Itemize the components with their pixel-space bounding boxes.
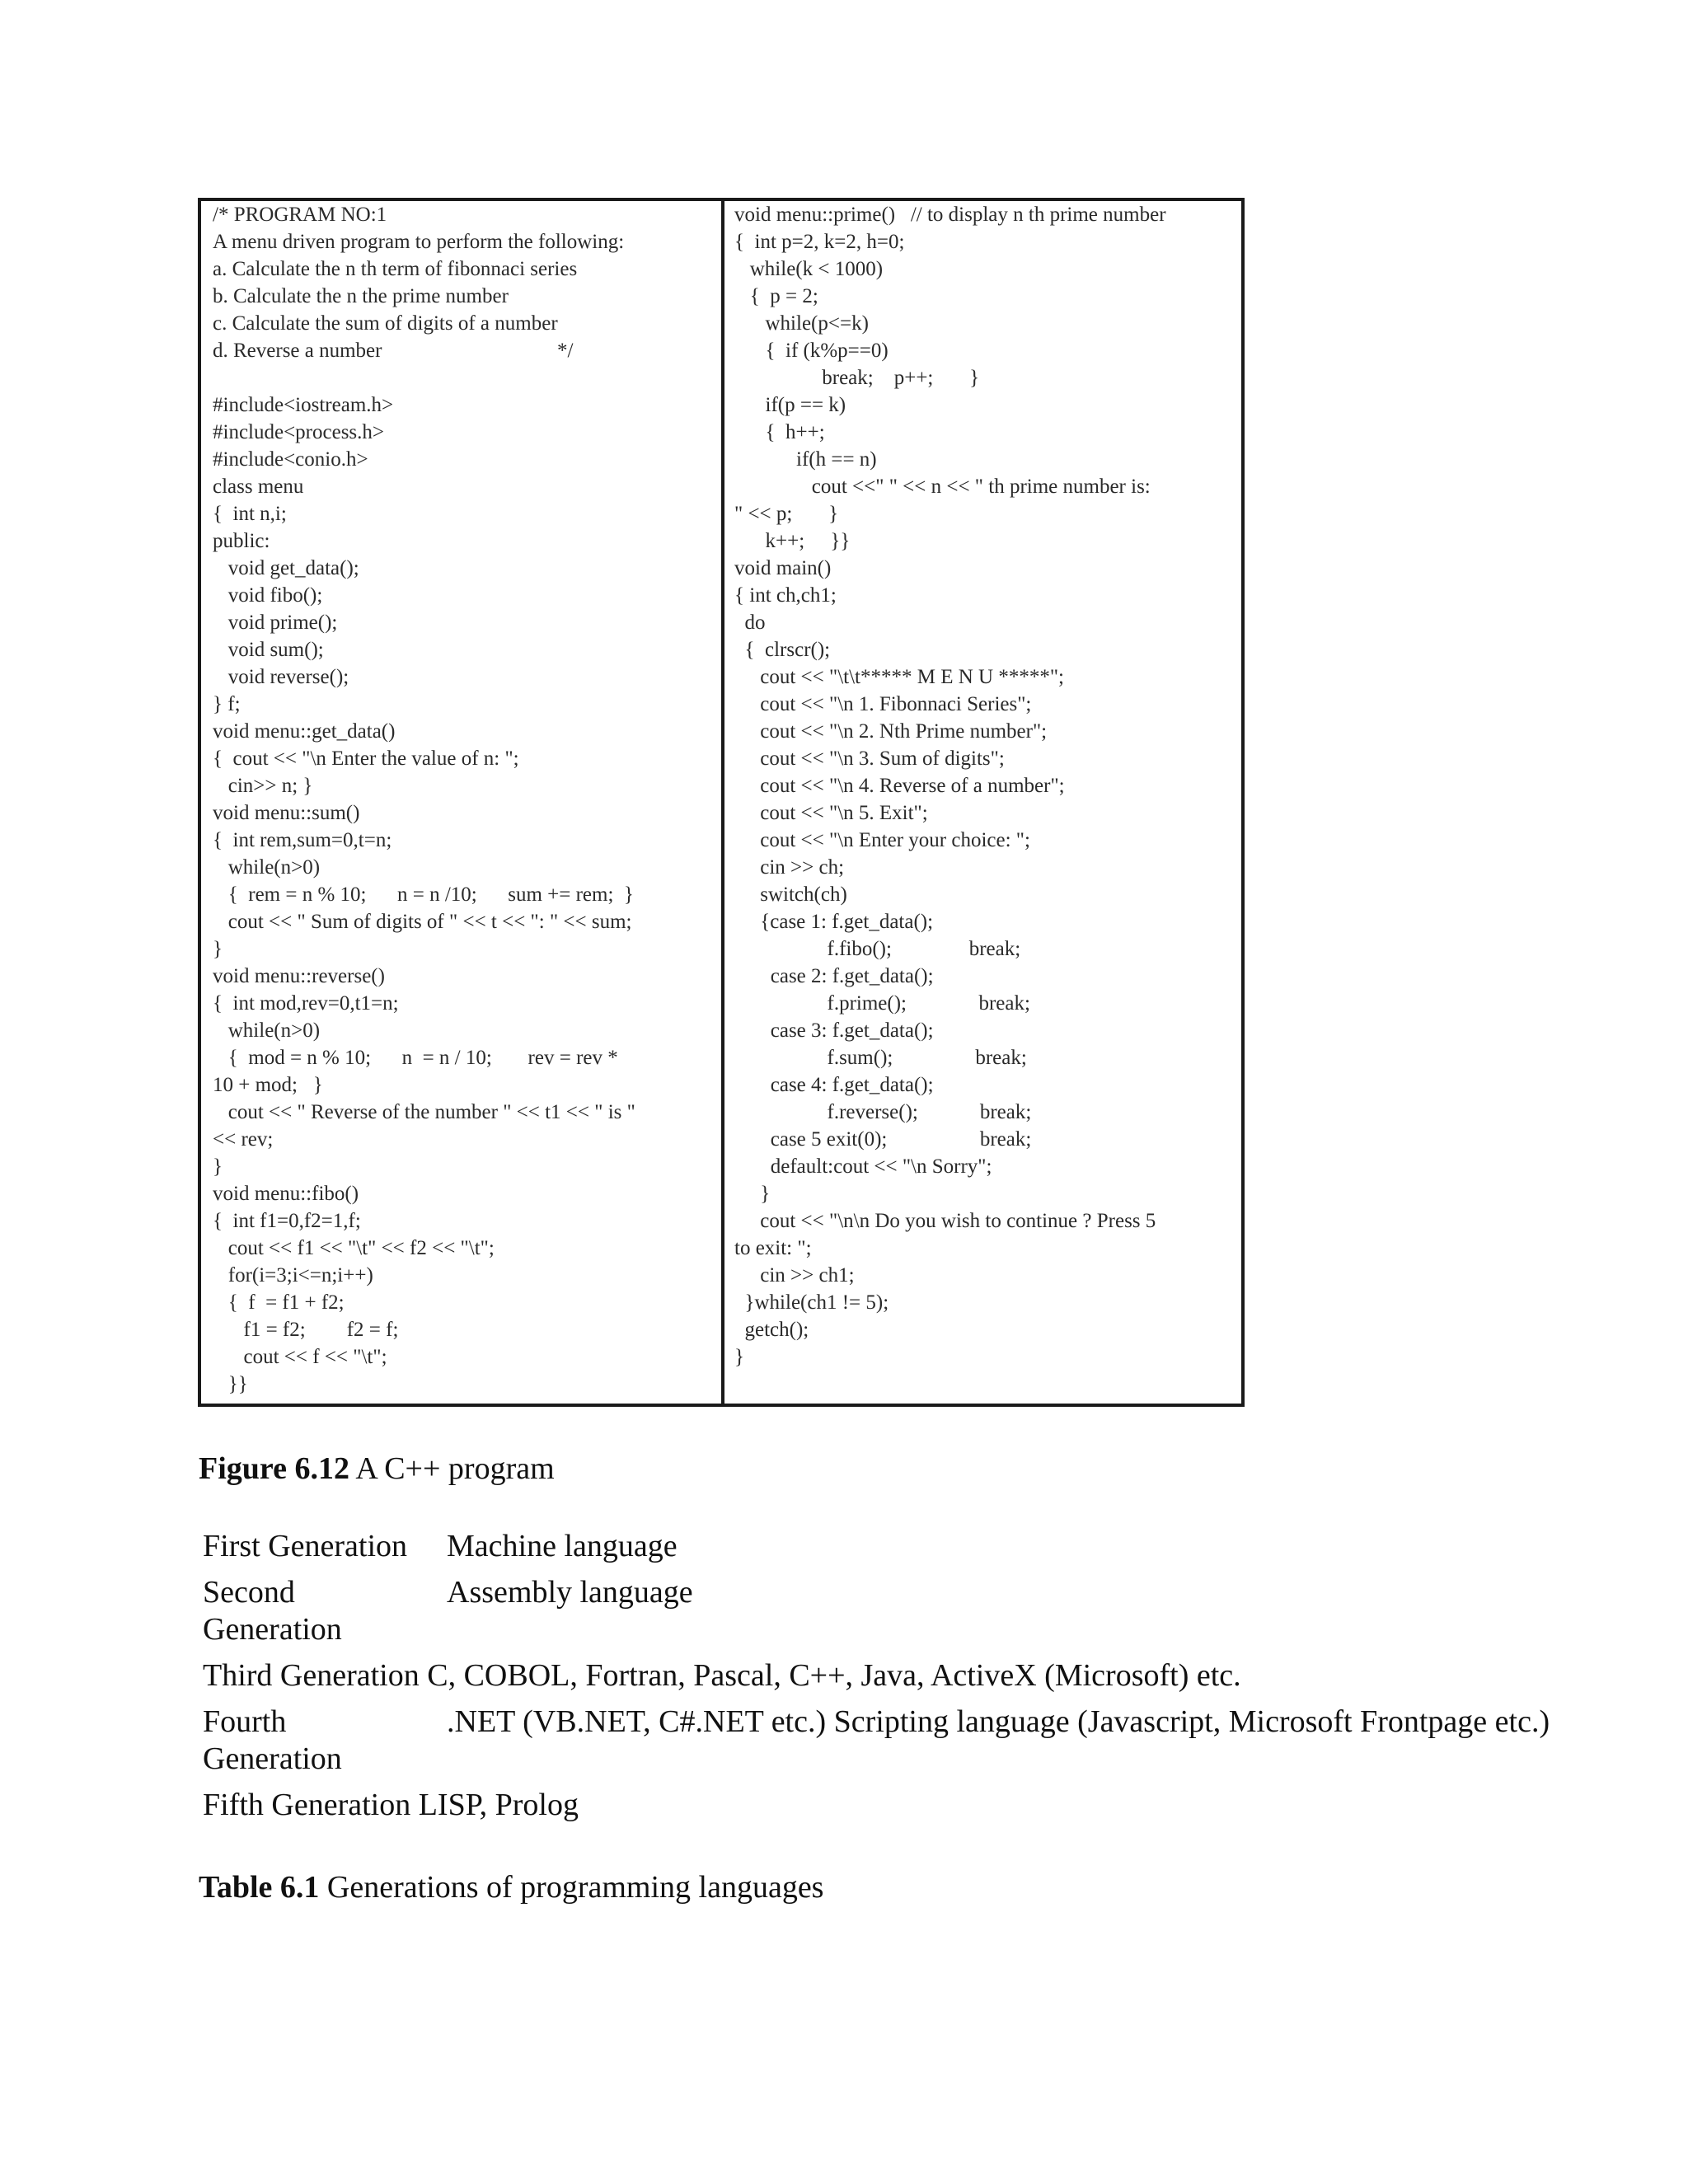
code-line: void reverse(); (213, 666, 349, 688)
code-line: void menu::reverse() (213, 965, 385, 987)
code-line: {case 1: f.get_data(); (734, 911, 934, 933)
code-line: case 4: f.get_data(); (734, 1074, 934, 1096)
code-line: f1 = f2; f2 = f; (213, 1319, 399, 1341)
code-line: cin>> n; } (213, 775, 313, 797)
table-row (195, 1571, 1558, 1654)
code-line: cout << " Reverse of the number " << t1 << " is " (213, 1101, 635, 1123)
code-line: cout << f << "\t"; (213, 1346, 387, 1368)
code-line: f.sum(); break; (734, 1047, 1027, 1069)
code-line: a. Calculate the n th term of fibonnaci series (213, 258, 578, 280)
generation-cell: Fifth Generation (203, 1788, 411, 1822)
code-line: while(k < 1000) (734, 258, 884, 280)
code-line: do (734, 612, 766, 634)
code-line: c. Calculate the sum of digits of a number (213, 312, 558, 335)
code-line: } f; (213, 693, 241, 715)
figure-caption-text: A C++ program (349, 1451, 555, 1486)
figure-caption (199, 1451, 555, 1487)
code-line: b. Calculate the n the prime number (213, 285, 509, 307)
code-line: cout << "\n 1. Fibonnaci Series"; (734, 693, 1032, 715)
code-line: void main() (734, 557, 832, 579)
figure-caption-label: Figure 6.12 (199, 1451, 349, 1486)
code-line: { clrscr(); (734, 639, 831, 661)
code-line: void get_data(); (213, 557, 359, 579)
code-line: { int ch,ch1; (734, 584, 837, 607)
code-line: { int p=2, k=2, h=0; (734, 231, 905, 253)
code-line: while(p<=k) (734, 312, 869, 335)
languages-cell: Machine language (447, 1529, 678, 1563)
code-line: cout << f1 << "\t" << f2 << "\t"; (213, 1237, 495, 1259)
code-line: cout << "\t\t***** M E N U *****"; (734, 666, 1064, 688)
code-listing-right (724, 201, 1241, 1404)
generation-cell: Third Generation (203, 1658, 420, 1693)
table-caption-label: Table 6.1 (199, 1870, 320, 1905)
table-caption-text: Generations of programming languages (319, 1870, 824, 1905)
generation-cell: Second Generation (203, 1575, 342, 1647)
code-line: while(n>0) (213, 856, 321, 879)
code-line: { int mod,rev=0,t1=n; (213, 992, 399, 1015)
code-line: } (213, 1155, 223, 1178)
code-line: k++; }} (734, 530, 851, 552)
code-line: } (213, 938, 223, 960)
code-line: { int f1=0,f2=1,f; (213, 1210, 361, 1232)
code-line: { rem = n % 10; n = n /10; sum += rem; } (213, 883, 634, 906)
code-line: cout << "\n 2. Nth Prime number"; (734, 720, 1048, 743)
table-row (195, 1700, 1558, 1783)
code-listing-left (201, 201, 724, 1404)
code-line: { cout << "\n Enter the value of n: "; (213, 748, 519, 770)
code-line: cin >> ch; (734, 856, 845, 879)
table-caption (199, 1869, 823, 1905)
code-line: { int rem,sum=0,t=n; (213, 829, 392, 851)
code-line: void fibo(); (213, 584, 323, 607)
code-line: switch(ch) (734, 883, 847, 906)
code-line: break; p++; } (734, 367, 980, 389)
code-line: getch(); (734, 1319, 809, 1341)
code-line: { if (k%p==0) (734, 340, 889, 362)
code-line: case 2: f.get_data(); (734, 965, 934, 987)
code-line: cout << "\n 4. Reverse of a number"; (734, 775, 1065, 797)
code-line: class menu (213, 476, 304, 498)
code-figure (198, 198, 1245, 1407)
code-line: } (734, 1183, 771, 1205)
code-line (213, 364, 715, 391)
code-line: { p = 2; (734, 285, 818, 307)
code-line: void menu::fibo() (213, 1183, 359, 1205)
code-line: cout << "\n 5. Exit"; (734, 802, 928, 824)
code-line: cout << " Sum of digits of " << t << ": " << sum; (213, 911, 632, 933)
code-line: for(i=3;i<=n;i++) (213, 1264, 373, 1286)
code-line: d. Reverse a number */ (213, 340, 574, 362)
code-line: } (734, 1346, 744, 1368)
code-line: void sum(); (213, 639, 324, 661)
code-line: f.prime(); break; (734, 992, 1030, 1015)
code-line: /* PROGRAM NO:1 (213, 204, 387, 226)
code-line: to exit: "; (734, 1237, 812, 1259)
code-line: f.reverse(); break; (734, 1101, 1032, 1123)
code-line: void menu::get_data() (213, 720, 396, 743)
third-generation-cell (195, 1654, 1558, 1700)
code-line: public: (213, 530, 270, 552)
fifth-generation-cell (195, 1783, 1558, 1830)
code-line: void menu::sum() (213, 802, 360, 824)
code-line: { int n,i; (213, 503, 287, 525)
languages-cell: .NET (VB.NET, C#.NET etc.) Scripting language (Javascript, Microsoft Frontpage etc.) (447, 1704, 1550, 1739)
code-line: cout << "\n Enter your choice: "; (734, 829, 1030, 851)
code-line: #include<conio.h> (213, 448, 368, 471)
code-line: while(n>0) (213, 1019, 321, 1042)
table-row (195, 1654, 1558, 1700)
code-line: if(p == k) (734, 394, 846, 416)
generation-cell: Fourth Generation (203, 1704, 342, 1776)
table-row (195, 1783, 1558, 1830)
languages-cell: LISP, Prolog (418, 1788, 579, 1822)
code-line: void menu::prime() // to display n th prime number (734, 204, 1166, 226)
code-line: cout << "\n\n Do you wish to continue ? Press 5 (734, 1210, 1156, 1232)
code-line: cout << "\n 3. Sum of digits"; (734, 748, 1005, 770)
table-row (195, 1525, 1558, 1571)
code-line: 10 + mod; } (213, 1074, 323, 1096)
code-line: #include<iostream.h> (213, 394, 394, 416)
generation-cell: First Generation (203, 1529, 408, 1563)
code-line: }} (213, 1373, 248, 1395)
code-line: void prime(); (213, 612, 338, 634)
code-line: cout <<" " << n << " th prime number is: (734, 476, 1151, 498)
code-line: default:cout << "\n Sorry"; (734, 1155, 992, 1178)
languages-cell: C, COBOL, Fortran, Pascal, C++, Java, ActiveX (Microsoft) etc. (427, 1658, 1241, 1693)
code-line: if(h == n) (734, 448, 877, 471)
code-line: A menu driven program to perform the following: (213, 231, 625, 253)
languages-cell: Assembly language (447, 1575, 693, 1610)
code-line: { f = f1 + f2; (213, 1291, 345, 1314)
code-line: #include<process.h> (213, 421, 385, 443)
code-line: { h++; (734, 421, 825, 443)
code-line: << rev; (213, 1128, 274, 1151)
code-line: }while(ch1 != 5); (734, 1291, 889, 1314)
code-line: case 3: f.get_data(); (734, 1019, 934, 1042)
code-line: " << p; } (734, 503, 839, 525)
generations-table (195, 1525, 1558, 1830)
code-line: case 5 exit(0); break; (734, 1128, 1032, 1151)
code-line: f.fibo(); break; (734, 938, 1021, 960)
code-line: cin >> ch1; (734, 1264, 855, 1286)
code-line: { mod = n % 10; n = n / 10; rev = rev * (213, 1047, 618, 1069)
